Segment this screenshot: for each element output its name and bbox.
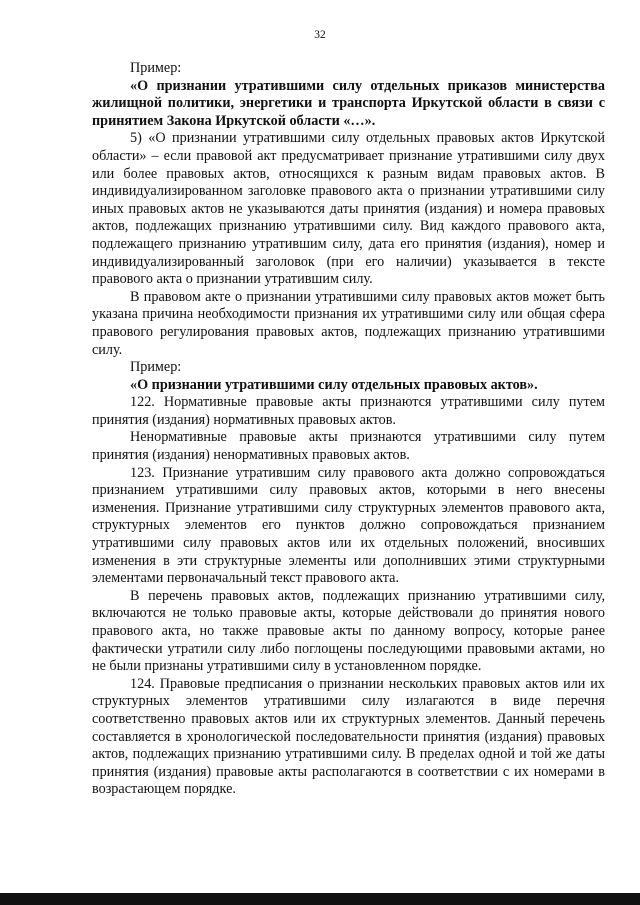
page-number: 32 xyxy=(314,29,326,41)
example-title: «О признании утратившими силу отдельных приказов министерства жилищной политики, энергетики и транспорта Иркутской области в связи с принятием Закона Иркутской области «…». xyxy=(92,77,605,129)
clause-122: 122. Нормативные правовые акты признаются утратившими силу путем принятия (издания) нормативных правовых актов. xyxy=(92,394,605,428)
paragraph: Ненормативные правовые акты признаются утратившими силу путем принятия (издания) ненормативных правовых актов. xyxy=(92,429,605,464)
example-label: Пример: xyxy=(130,60,182,76)
paragraph: 5) «О признании утратившими силу отдельных правовых актов Иркутской области» – если правовой акт предусматривает признание утратившими силу двух или более правовых актов, относящихся к разным видам правовых актов. В индивидуализированном заголовке правового акта о признании утратившими силу иных правовых актов не указываются даты принятия (издания) и номера правовых актов, подлежащих признанию утратившими силу. Вид каждого правового акта, подлежащего признанию утратившим силу, дата его принятия (издания), номер и индивидуализированный заголовок (при его наличии) указывается в тексте правового акта о признании утратившим силу. xyxy=(92,130,605,288)
scan-edge-bar xyxy=(0,893,640,905)
document-body xyxy=(92,60,605,799)
example-label: Пример: xyxy=(130,359,182,376)
paragraph: В перечень правовых актов, подлежащих признанию утратившими силу, включаются не только правовые акты, которые действовали до принятия нового правового акта, но также правовые акты по данному вопросу, которые ранее фактически утратили силу либо поглощены последующими правовыми актами, но не были признаны утратившими силу в установленном порядке. xyxy=(92,587,605,675)
clause-124: 124. Правовые предписания о признании нескольких правовых актов или их структурных элементов утратившими силу излагаются в виде перечня соответственно правовых актов или их структурных элементов. Данный перечень составляется в хронологической последовательности принятия (издания) правовых актов, подлежащих признанию утратившими силу. В пределах одной и той же даты принятия (издания) правовые акты располагаются в соответствии с их номерами в возрастающем порядке. xyxy=(92,675,605,798)
clause-123: 123. Признание утратившим силу правового акта должно сопровождаться признанием утратившими силу правовых актов, которыми в него внесены изменения. Признание утратившими силу структурных элементов правового акта, структурных элементов его пунктов должно сопровождаться признанием утратившими силу правовых актов или их отдельных положений, вносивших изменения в эти структурные элементы или дополнивших этими структурными элементами первоначальный текст правового акта. xyxy=(92,464,605,587)
example-title: «О признании утратившими силу отдельных правовых актов». xyxy=(130,376,538,393)
paragraph: В правовом акте о признании утратившими силу правовых актов может быть указана причина необходимости признания их утратившими силу или общая сфера правового регулирования правовых актов, подлежащих признанию утратившими силу. xyxy=(92,288,605,358)
